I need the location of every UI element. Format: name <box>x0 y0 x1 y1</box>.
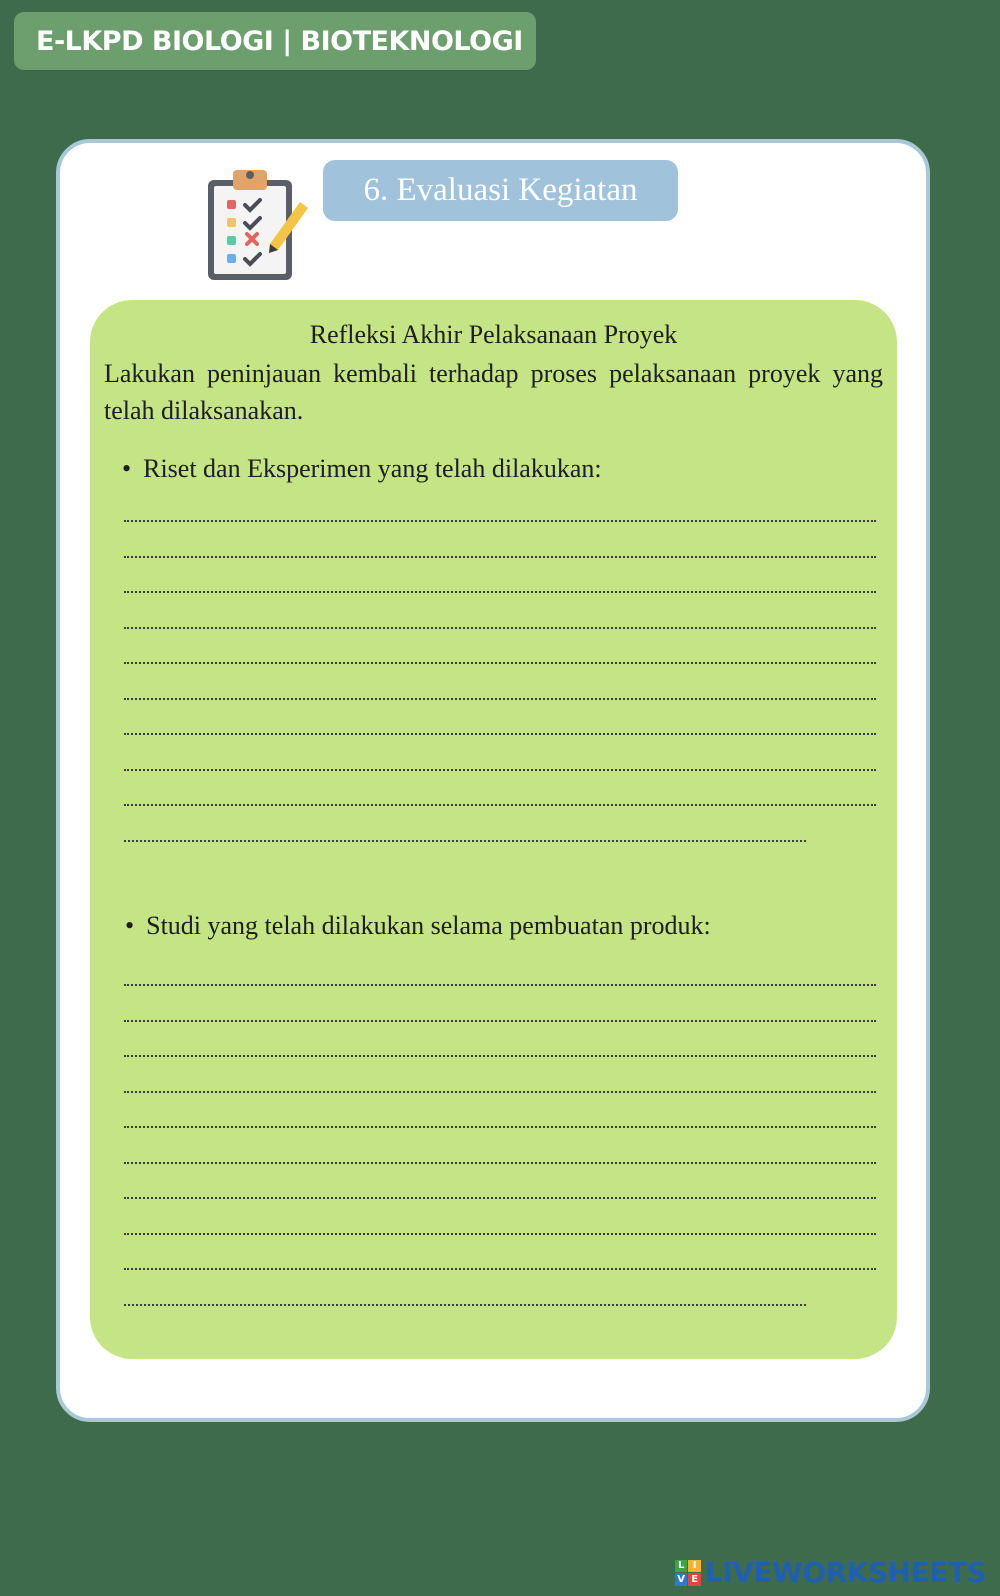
answer-line[interactable] <box>124 1197 876 1199</box>
header-title: E-LKPD BIOLOGI | BIOTEKNOLOGI <box>36 25 523 57</box>
bullet-marker: • <box>122 454 132 483</box>
answer-line[interactable] <box>124 698 876 700</box>
answer-line[interactable] <box>124 804 876 806</box>
bullet-marker: • <box>125 911 135 940</box>
answer-line[interactable] <box>124 1233 876 1235</box>
answer-line[interactable] <box>124 769 876 771</box>
section-title: 6. Evaluasi Kegiatan <box>363 172 638 208</box>
question-riset <box>122 454 602 484</box>
question-label: Riset dan Eksperimen yang telah dilakukan: <box>143 454 602 483</box>
liveworksheets-logo-icon: L I V E <box>675 1560 701 1586</box>
reflection-instruction: Lakukan peninjauan kembali terhadap proses pelaksanaan proyek yang telah dilaksanakan. <box>104 359 883 425</box>
answer-line[interactable] <box>124 1091 876 1093</box>
answer-line[interactable] <box>124 520 876 522</box>
header-badge <box>14 12 536 70</box>
answer-line[interactable] <box>124 591 876 593</box>
answer-line[interactable] <box>124 733 876 735</box>
answer-line[interactable] <box>124 1268 876 1270</box>
answer-line[interactable] <box>124 1020 876 1022</box>
answer-line[interactable] <box>124 662 876 664</box>
answer-line[interactable] <box>124 840 806 842</box>
question-label: Studi yang telah dilakukan selama pembuatan produk: <box>146 911 711 940</box>
reflection-title: Refleksi Akhir Pelaksanaan Proyek <box>309 320 678 349</box>
liveworksheets-watermark <box>675 1556 986 1589</box>
question-studi <box>125 911 711 941</box>
answer-line[interactable] <box>124 1304 806 1306</box>
answer-line[interactable] <box>124 1162 876 1164</box>
answer-line[interactable] <box>124 1055 876 1057</box>
clipboard-checklist-icon <box>200 168 312 282</box>
answer-line[interactable] <box>124 627 876 629</box>
answer-line[interactable] <box>124 1126 876 1128</box>
section-title-pill <box>323 160 678 221</box>
answer-line[interactable] <box>124 556 876 558</box>
watermark-text: LIVEWORKSHEETS <box>704 1556 986 1589</box>
answer-line[interactable] <box>124 984 876 986</box>
